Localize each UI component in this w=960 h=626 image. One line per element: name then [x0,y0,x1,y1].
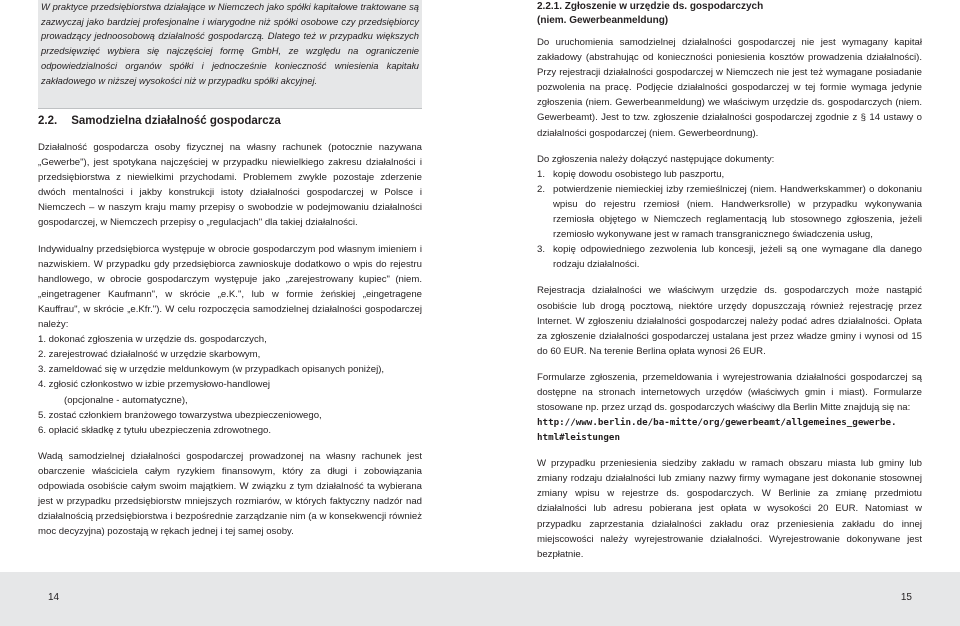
list-item [537,182,922,242]
section-2-2 [38,108,422,539]
list-item: 2. zarejestrować działalność w urzędzie skarbowym, [38,349,261,361]
list-text: kopię odpowiedniego zezwolenia lub koncesji, jeżeli są one wymagane dla danego rodzaju działalności. [553,244,922,271]
paragraph: Indywidualny przedsiębiorca występuje w obrocie gospodarczym pod własnym imieniem i nazwiskiem. W przypadku gdy przedsiębiorca zawnioskuje dodatkowo o wpis do rejestru handlowego, w obrocie gospodarczym występuje jako „zarejestrowany kupiec" (niem. „eingetragener Kaufmann", w skrócie „e.K.", lub w formie żeńskiej „eingetragene Kauffrau", w skrócie „e.Kfr."). W celu rozpoczęcia samodzielnej działalności gospodarczej należy: [38,243,422,331]
paragraph: Do uruchomienia samodzielnej działalności gospodarczej nie jest wymagany kapitał zakładowy (abstrahując od konieczności poniesienia kosztów prowadzenia działalności). Przy rejestracji działalności gospodarczej w Niemczech nie jest też wymagane posiadanie pozwolenia na pracę. Podjęcie działalności gospodarczej w tej formie wymaga jedynie zgłoszenia (niem. Gewerbeanmeldung) we właściwym urzędzie ds. gospodarczych (niem. Gewerbeamt). Jest to tzw. zgłoszenie działalności gospodarczej zgodnie z § 14 ustawy o działalności gospodarczej (niem. Gewerbeordnung). [537,37,922,139]
section-heading [38,108,422,131]
url-line: html#leistungen [537,432,620,444]
subsection-title: 2.2.1. Zgłoszenie w urzędzie ds. gospodarczych [537,1,764,12]
list-item [537,242,922,272]
list-text: potwierdzenie niemieckiej izby rzemieślniczej (niem. Handwerkskammer) o dokonaniu wpisu do rejestru rzemiosł (niem. Handwerksrolle) w przypadku wykonywania rzemiosła objętego w Niemczech reglamentacją lub stosownego zgłoszenia, jeżeli rzemiosło wykonywane jest w ramach transgranicznego świadczenia usług, [553,183,922,241]
subsection-subtitle: (niem. Gewerbeanmeldung) [537,14,669,26]
highlight-box [38,0,422,108]
paragraph: Do zgłoszenia należy dołączyć następujące dokumenty: [537,153,775,165]
list-item: (opcjonalne - automatyczne), [64,394,188,406]
documents-list [537,167,922,273]
highlight-text: W praktyce przedsiębiorstwa działające w Niemczech jako spółki kapitałowe traktowane są zazwyczaj jako bardziej profesjonalne i wiarygodne niż spółki osobowe czy przedsiębiorcy prowadzący jednoosobową działalność gospodarczą. Dlatego też w przypadku większych przedsięwzięć wybiera się najczęściej formę GmbH, ze względu na ograniczenie odpowiedzialności organów spółki i jednocześnie konieczność wniesienia kapitału zakładowego w niższej wysokości niż w przypadku spółki akcyjnej. [41,1,419,86]
steps-list [38,332,422,438]
paragraph: Formularze zgłoszenia, przemeldowania i wyrejestrowania działalności gospodarczej są dostępne na stronach internetowych urzędów (właściwych gmin i miast). Formularze stosowane np. przez urząd ds. gospodarczych właściwy dla Berlin Mitte znajdują się na: [537,371,922,414]
page-footer [480,572,960,626]
right-column [537,0,922,562]
list-item: 3. zameldować się w urzędzie meldunkowym (w przypadkach opisanych poniżej), [38,364,385,376]
paragraph: Wadą samodzielnej działalności gospodarczej prowadzonej na własny rachunek jest obarczenie właściciela całym ryzykiem finansowym, który za długi i zobowiązania odpowiada osobiście całym swoim majątkiem. W związku z tym działalność ta wybierana jest w przypadku przedsiębiorstw mniejszych rozmiarów, w których faktyczny nadzór nad działalnością przedsiębiorstwa i bezpośrednie zarządzanie nim (a w konsekwencji również moc decyzyjna) pozostają w rękach jednej i tej samej osoby. [38,450,422,538]
section-title: Samodzielna działalność gospodarcza [71,115,281,127]
list-item: 5. zostać członkiem branżowego towarzystwa ubezpieczeniowego, [38,409,322,421]
page-number: 15 [900,592,912,603]
subsection-heading [537,0,922,27]
url-link[interactable] [537,415,922,445]
list-number: 3. [537,244,546,256]
list-item: 6. opłacić składkę z tytułu ubezpieczenia zdrowotnego. [38,424,272,436]
paragraph: Działalność gospodarcza osoby fizycznej na własny rachunek (potocznie nazywana „Gewerbe"), jest spotykana najczęściej w przypadku niewielkiego zakresu działalności i przedsiębiorstwa z niewielkimi przychodami. Problemem zwykle pozostaje zderzenie dwóch mentalności i jakby konstrukcji istoty działalności gospodarczej w Polsce i Niemczech – w naszym kraju mamy przepisy o swobodzie w podejmowaniu działalności gospodarczej, w Niemczech przepisy o „regulacjach" dla takiej działalności. [38,142,422,229]
section-number: 2.2. [38,115,58,127]
list-item: 1. dokonać zgłoszenia w urzędzie ds. gospodarczych, [38,334,267,346]
url-line: http://www.berlin.de/ba-mitte/org/gewerbeamt/allgemeines_gewerbe. [537,417,897,429]
list-item [537,167,922,182]
list-number: 2. [537,183,546,195]
list-number: 1. [537,168,546,180]
paragraph: W przypadku przeniesienia siedziby zakładu w ramach obszaru miasta lub gminy lub zmiany rodzaju działalności lub zmiany nazwy firmy wymagane jest dokonanie stosownej zmiany wpisu w rejestrze ds. gospodarczych. W Berlinie za zmianę przedmiotu działalności lub adresu pobierana jest opłata w wysokości 20 EUR. Natomiast w przypadku zaprzestania działalności zakładu oraz przeniesienia zakładu do innej miejscowości należy wyrejestrowanie działalności. Wyrejestrowanie dokonywane jest bezpłatnie. [537,458,922,560]
page-number: 14 [48,592,60,603]
list-text: kopię dowodu osobistego lub paszportu, [553,168,725,180]
page-footer [0,572,480,626]
list-item: 4. zgłosić członkostwo w izbie przemysłowo-handlowej [38,379,270,391]
paragraph: Rejestracja działalności we właściwym urzędzie ds. gospodarczych może nastąpić osobiście lub drogą pocztową, niektóre urzędy dopuszczają również rejestrację przez Internet. W zgłoszeniu działalności gospodarczej należy podać adres działalności. Opłata za zgłoszenie działalności gospodarczej ustalana jest przez władze gminy i wynosi od 15 do 60 EUR. Na terenie Berlina opłata wynosi 26 EUR. [537,285,922,357]
right-page [480,0,960,626]
